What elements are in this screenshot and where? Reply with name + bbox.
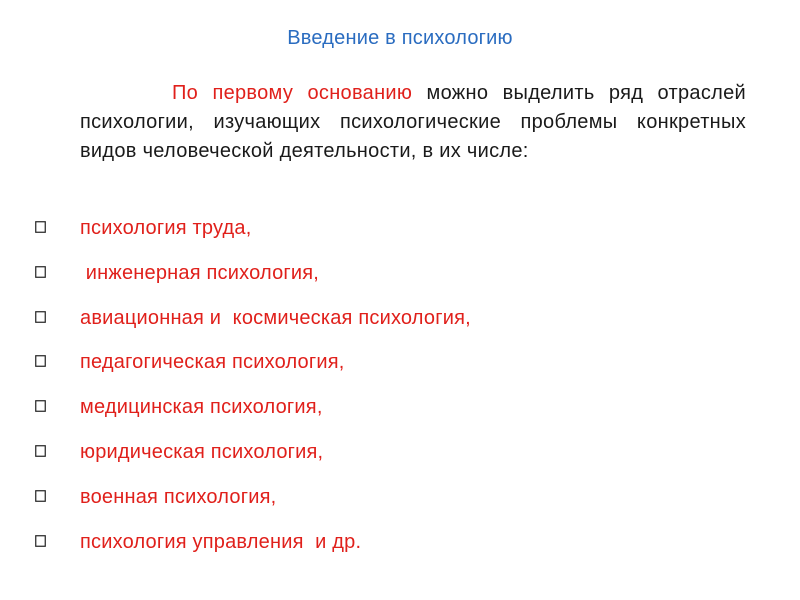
list-item-text: психология управления и др. [80,530,362,553]
list-item [0,212,800,257]
list-item-text: юридическая психология, [80,440,324,463]
intro-paragraph [80,79,746,166]
intro-text: можно выделить ряд отраслей психологии, изучающих психологические проблемы конкретных видов человеческой деятельности, в их числе: [80,82,746,162]
list-item [0,257,800,302]
hollow-square-bullet-icon [35,311,46,323]
list-item-text: инженерная психология, [80,261,320,284]
list-item [0,481,800,526]
list-item [0,436,800,481]
hollow-square-bullet-icon [35,266,46,278]
intro-highlight: По первому основанию [172,82,413,104]
list-item-text: авиационная и космическая психология, [80,306,471,329]
list-item [0,526,800,571]
slide-title: Введение в психологию [287,27,513,49]
list-item-text: педагогическая психология, [80,351,345,374]
list-item-text: военная психология, [80,485,277,508]
list-item-text: психология труда, [80,217,252,239]
branches-list [0,212,800,570]
list-item [0,302,800,347]
hollow-square-bullet-icon [35,445,46,457]
list-item [0,391,800,436]
list-item-text: медицинская психология, [80,396,323,419]
hollow-square-bullet-icon [35,490,46,502]
hollow-square-bullet-icon [35,221,46,233]
hollow-square-bullet-icon [35,400,46,412]
hollow-square-bullet-icon [35,535,46,547]
list-item [0,346,800,391]
hollow-square-bullet-icon [35,355,46,367]
